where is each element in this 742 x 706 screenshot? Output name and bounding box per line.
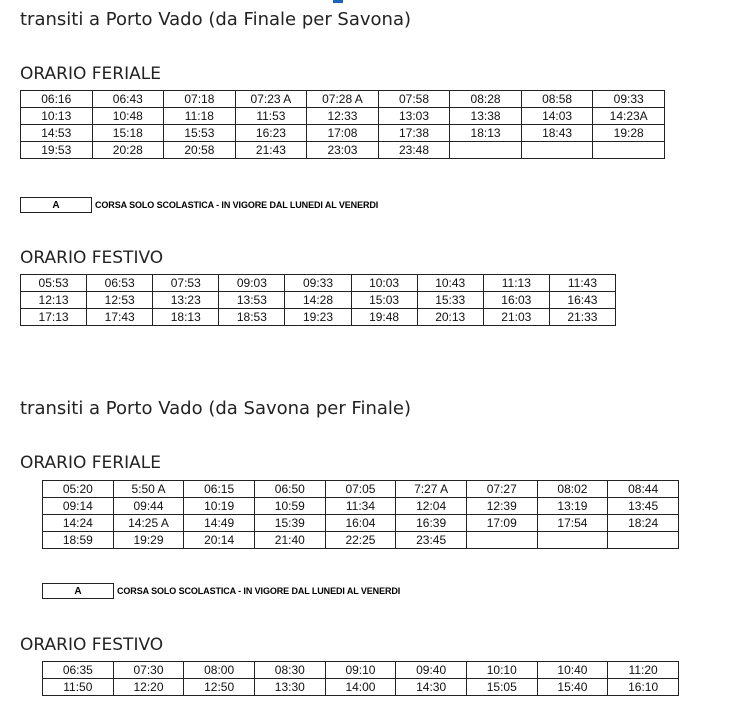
section-1-title: transiti a Porto Vado (da Finale per Savona) <box>20 9 412 30</box>
time-cell: 06:15 <box>184 481 255 498</box>
table-row <box>43 498 679 515</box>
time-cell: 14:28 <box>285 292 351 309</box>
time-cell <box>450 142 522 159</box>
time-cell: 18:59 <box>43 532 114 549</box>
time-cell: 16:04 <box>325 515 396 532</box>
time-cell: 19:29 <box>113 532 184 549</box>
time-cell: 08:58 <box>521 91 593 108</box>
time-cell: 20:14 <box>184 532 255 549</box>
time-cell: 09:03 <box>219 275 285 292</box>
table-row <box>43 481 679 498</box>
time-cell: 14:49 <box>184 515 255 532</box>
table-row <box>43 515 679 532</box>
legend-key-box: A <box>42 583 114 599</box>
section-1-feriale-label: ORARIO FERIALE <box>20 64 161 84</box>
time-cell: 18:53 <box>219 309 285 326</box>
time-cell: 12:53 <box>87 292 153 309</box>
time-cell: 18:24 <box>608 515 679 532</box>
time-cell: 06:50 <box>254 481 325 498</box>
time-cell: 07:53 <box>153 275 219 292</box>
time-cell: 16:39 <box>396 515 467 532</box>
time-cell: 10:03 <box>351 275 417 292</box>
time-cell: 21:43 <box>235 142 307 159</box>
time-cell: 08:28 <box>450 91 522 108</box>
time-cell: 23:03 <box>307 142 379 159</box>
time-cell <box>521 142 593 159</box>
time-cell: 12:04 <box>396 498 467 515</box>
time-cell: 09:44 <box>113 498 184 515</box>
table-row <box>21 125 665 142</box>
time-cell: 15:03 <box>351 292 417 309</box>
table-row <box>21 142 665 159</box>
section-1-festivo-label: ORARIO FESTIVO <box>20 248 164 268</box>
time-cell: 07:18 <box>164 91 236 108</box>
time-cell: 05:20 <box>43 481 114 498</box>
time-cell: 07:58 <box>378 91 450 108</box>
section-2-feriale-table <box>42 480 679 549</box>
table-row <box>21 275 616 292</box>
time-cell: 10:10 <box>466 662 537 679</box>
table-row <box>21 91 665 108</box>
time-cell: 17:09 <box>466 515 537 532</box>
time-cell: 06:53 <box>87 275 153 292</box>
time-cell: 12:33 <box>307 108 379 125</box>
time-cell: 22:25 <box>325 532 396 549</box>
time-cell: 10:59 <box>254 498 325 515</box>
time-cell: 06:35 <box>43 662 114 679</box>
time-cell: 12:39 <box>466 498 537 515</box>
table-row <box>43 532 679 549</box>
table-row <box>43 662 679 679</box>
time-cell: 10:13 <box>21 108 93 125</box>
time-cell: 20:13 <box>417 309 483 326</box>
time-cell: 19:53 <box>21 142 93 159</box>
time-cell: 11:34 <box>325 498 396 515</box>
time-cell: 14:53 <box>21 125 93 142</box>
time-cell: 14:23A <box>593 108 665 125</box>
section-1-festivo-table <box>20 274 616 326</box>
time-cell: 14:25 A <box>113 515 184 532</box>
section-1-legend <box>20 197 378 213</box>
time-cell: 09:10 <box>325 662 396 679</box>
time-cell: 17:54 <box>537 515 608 532</box>
time-cell: 5:50 A <box>113 481 184 498</box>
time-cell: 19:48 <box>351 309 417 326</box>
time-cell: 13:03 <box>378 108 450 125</box>
time-cell: 14:30 <box>396 679 467 696</box>
time-cell: 10:40 <box>537 662 608 679</box>
legend-text: CORSA SOLO SCOLASTICA - IN VIGORE DAL LUNEDI AL VENERDI <box>95 200 379 210</box>
table-row <box>43 679 679 696</box>
section-2-festivo-label: ORARIO FESTIVO <box>20 635 164 655</box>
time-cell: 11:20 <box>608 662 679 679</box>
time-cell: 08:44 <box>608 481 679 498</box>
time-cell <box>466 532 537 549</box>
time-cell: 13:53 <box>219 292 285 309</box>
time-cell: 13:23 <box>153 292 219 309</box>
section-2-legend <box>42 583 400 599</box>
time-cell: 7:27 A <box>396 481 467 498</box>
time-cell: 16:10 <box>608 679 679 696</box>
time-cell: 14:03 <box>521 108 593 125</box>
table-row <box>21 292 616 309</box>
time-cell: 15:39 <box>254 515 325 532</box>
time-cell: 15:18 <box>92 125 164 142</box>
time-cell: 13:38 <box>450 108 522 125</box>
time-cell: 07:28 A <box>307 91 379 108</box>
section-2-festivo-table <box>42 661 679 696</box>
time-cell: 17:38 <box>378 125 450 142</box>
time-cell: 18:43 <box>521 125 593 142</box>
time-cell: 09:33 <box>593 91 665 108</box>
time-cell: 14:24 <box>43 515 114 532</box>
time-cell: 08:02 <box>537 481 608 498</box>
time-cell: 21:33 <box>549 309 615 326</box>
time-cell: 17:43 <box>87 309 153 326</box>
time-cell: 07:30 <box>113 662 184 679</box>
time-cell <box>608 532 679 549</box>
time-cell: 16:43 <box>549 292 615 309</box>
time-cell: 23:45 <box>396 532 467 549</box>
time-cell: 10:19 <box>184 498 255 515</box>
time-cell: 09:33 <box>285 275 351 292</box>
time-cell <box>593 142 665 159</box>
time-cell: 17:13 <box>21 309 87 326</box>
time-cell: 13:45 <box>608 498 679 515</box>
time-cell: 19:23 <box>285 309 351 326</box>
section-2-feriale-label: ORARIO FERIALE <box>20 453 161 473</box>
time-cell: 13:19 <box>537 498 608 515</box>
time-cell: 12:13 <box>21 292 87 309</box>
time-cell: 18:13 <box>450 125 522 142</box>
time-cell: 23:48 <box>378 142 450 159</box>
legend-key-box: A <box>20 197 92 213</box>
section-1-feriale-table <box>20 90 665 159</box>
time-cell: 11:43 <box>549 275 615 292</box>
time-cell: 11:13 <box>483 275 549 292</box>
time-cell: 08:30 <box>254 662 325 679</box>
table-row <box>21 309 616 326</box>
time-cell: 08:00 <box>184 662 255 679</box>
time-cell: 21:40 <box>254 532 325 549</box>
time-cell: 06:16 <box>21 91 93 108</box>
time-cell: 07:27 <box>466 481 537 498</box>
time-cell: 12:50 <box>184 679 255 696</box>
time-cell <box>537 532 608 549</box>
table-row <box>21 108 665 125</box>
time-cell: 06:43 <box>92 91 164 108</box>
time-cell: 10:43 <box>417 275 483 292</box>
time-cell: 10:48 <box>92 108 164 125</box>
time-cell: 17:08 <box>307 125 379 142</box>
time-cell: 19:28 <box>593 125 665 142</box>
time-cell: 09:40 <box>396 662 467 679</box>
time-cell: 15:40 <box>537 679 608 696</box>
time-cell: 16:03 <box>483 292 549 309</box>
time-cell: 18:13 <box>153 309 219 326</box>
legend-text: CORSA SOLO SCOLASTICA - IN VIGORE DAL LUNEDI AL VENERDI <box>117 586 401 596</box>
time-cell: 11:50 <box>43 679 114 696</box>
time-cell: 15:33 <box>417 292 483 309</box>
time-cell: 16:23 <box>235 125 307 142</box>
time-cell: 15:05 <box>466 679 537 696</box>
time-cell: 11:18 <box>164 108 236 125</box>
time-cell: 07:23 A <box>235 91 307 108</box>
time-cell: 14:00 <box>325 679 396 696</box>
time-cell: 20:58 <box>164 142 236 159</box>
section-2-title: transiti a Porto Vado (da Savona per Finale) <box>20 398 412 419</box>
time-cell: 09:14 <box>43 498 114 515</box>
time-cell: 20:28 <box>92 142 164 159</box>
time-cell: 11:53 <box>235 108 307 125</box>
time-cell: 21:03 <box>483 309 549 326</box>
time-cell: 05:53 <box>21 275 87 292</box>
top-accent-bar <box>333 0 343 3</box>
time-cell: 13:30 <box>254 679 325 696</box>
time-cell: 07:05 <box>325 481 396 498</box>
time-cell: 15:53 <box>164 125 236 142</box>
time-cell: 12:20 <box>113 679 184 696</box>
